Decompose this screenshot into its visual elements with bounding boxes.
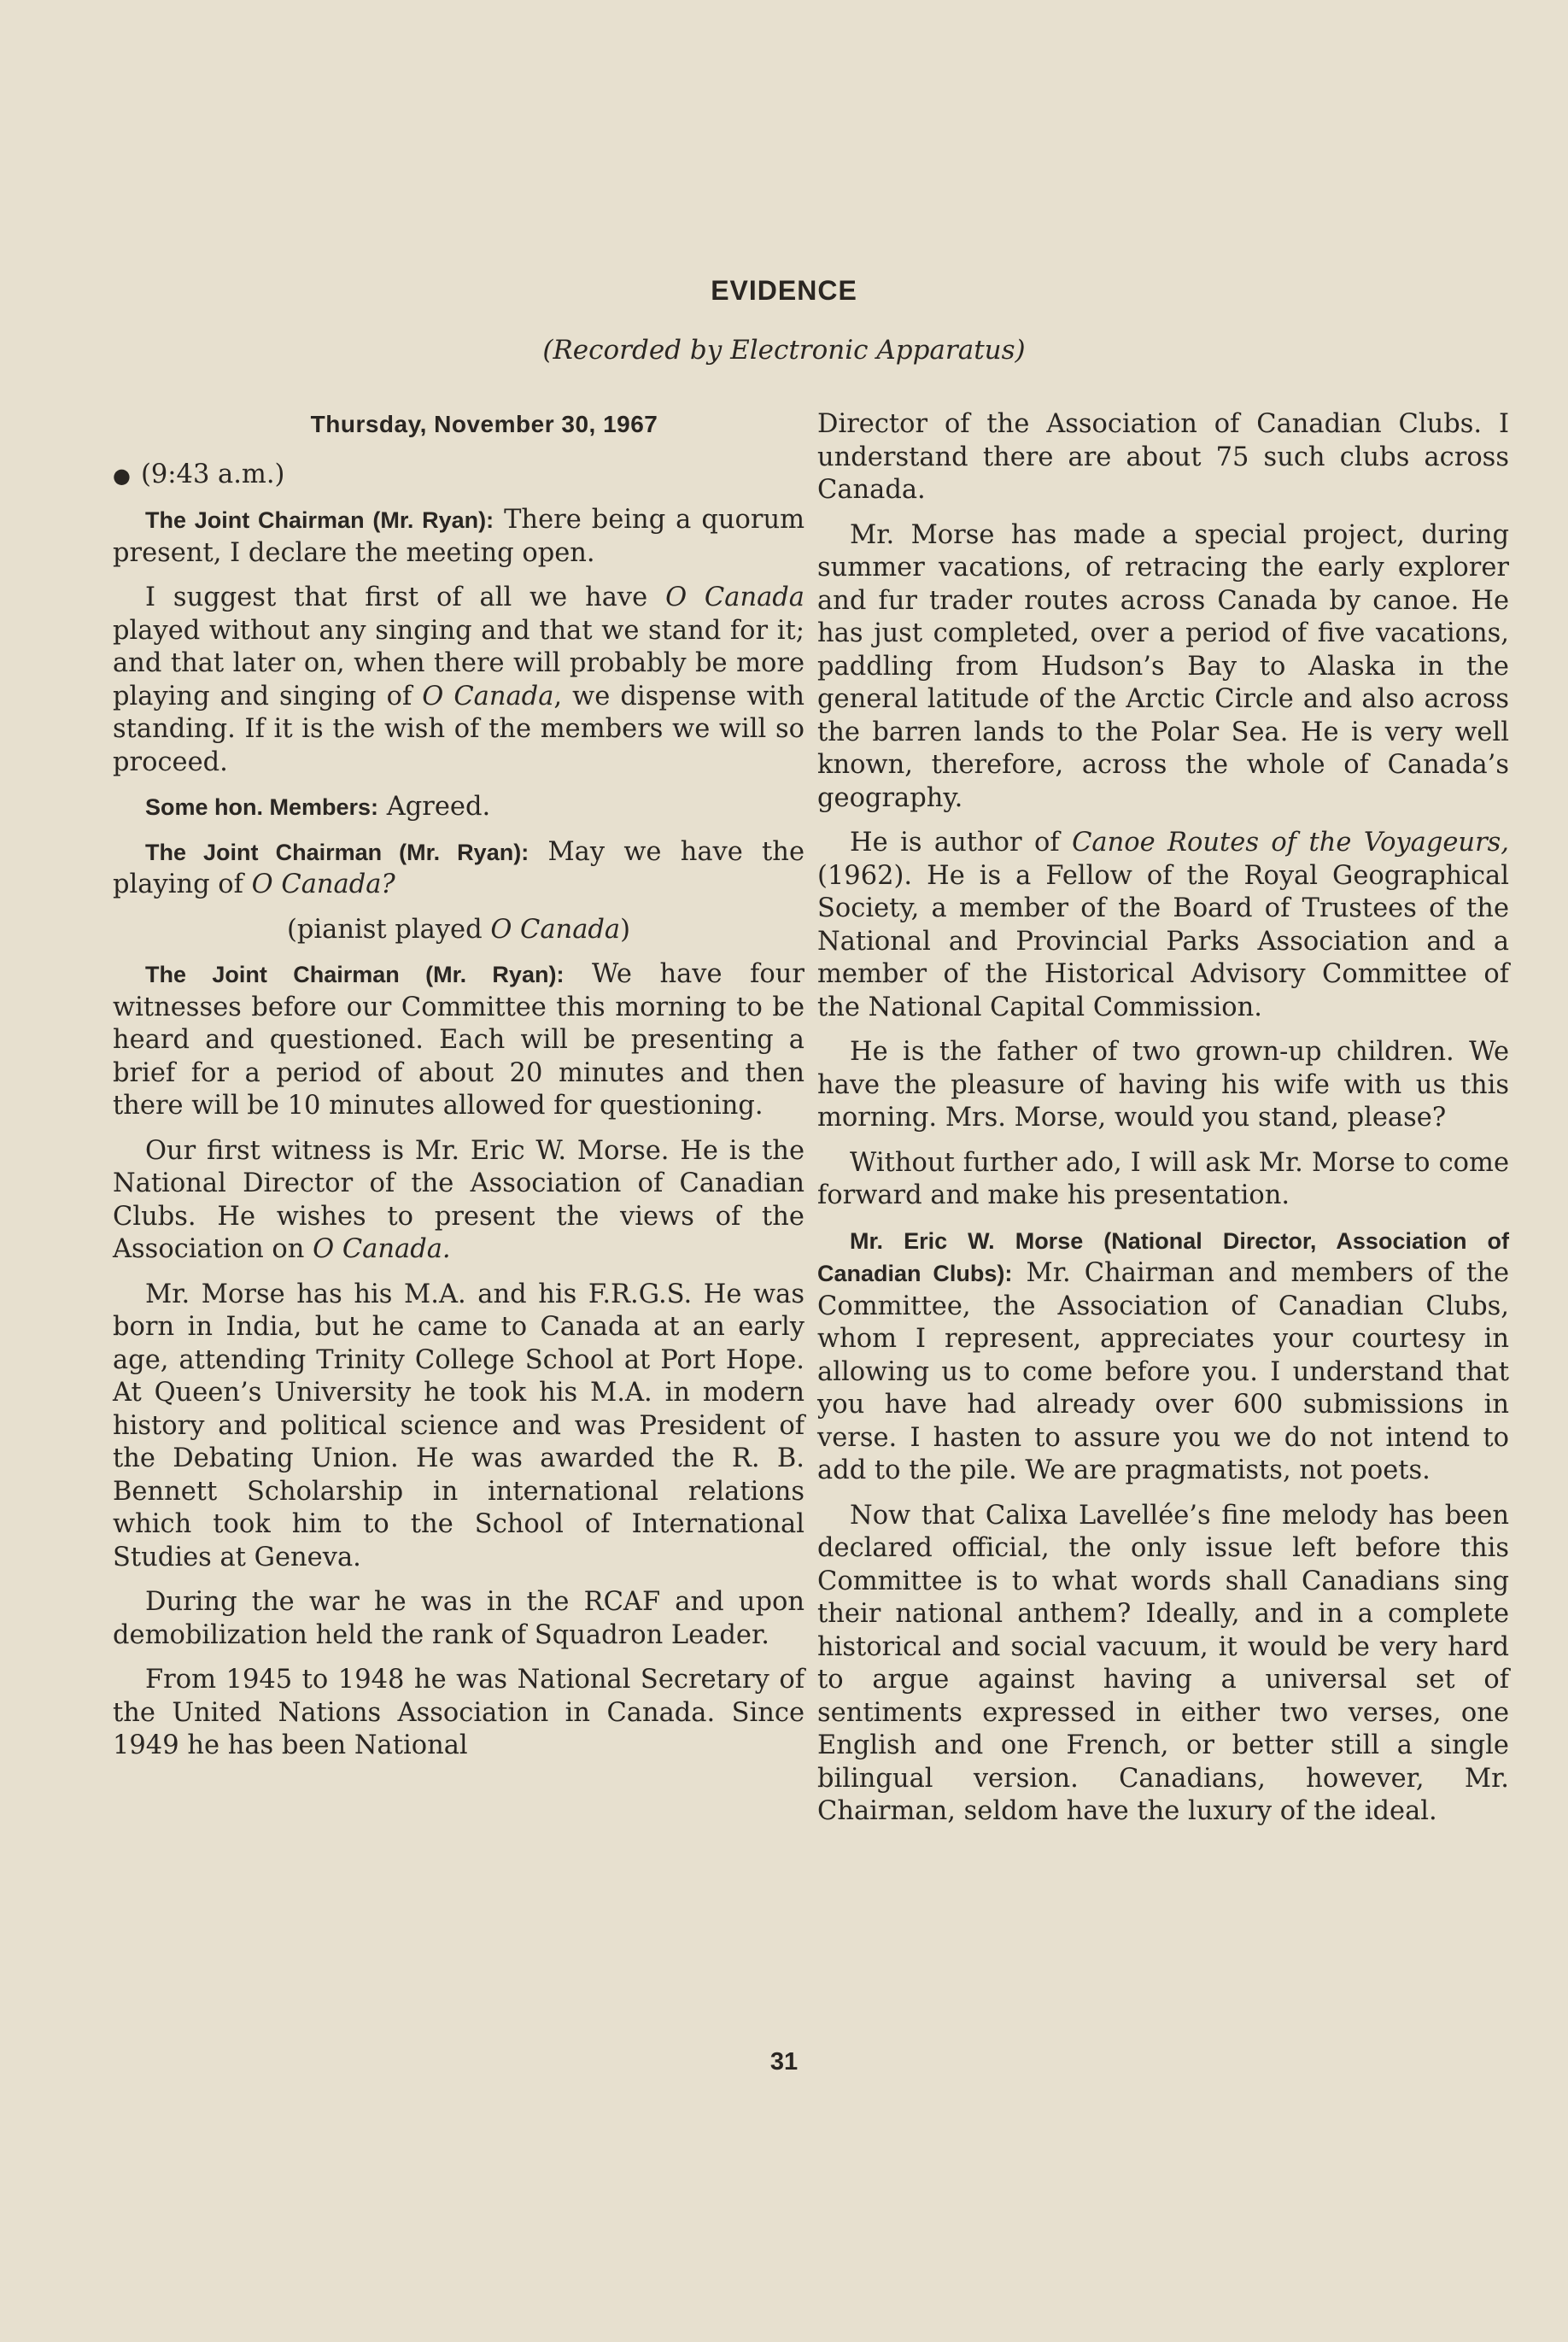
paragraph: Director of the Association of Canadian Clubs. I understand there are about 75 such clubs across Canada.	[817, 409, 1509, 505]
speaker-label: Some hon. Members:	[145, 794, 379, 820]
paragraph-text: There being a quorum present, I declare the meeting open.	[113, 505, 805, 568]
time-text: (9:43 a.m.)	[140, 459, 285, 489]
paragraph	[113, 582, 804, 779]
section-subheading	[0, 335, 1568, 366]
paragraph-text: )	[620, 914, 630, 945]
speaker-label: The Joint Chairman (Mr. Ryan):	[145, 507, 494, 533]
paragraph-text: May we have the playing of	[113, 836, 804, 899]
subheading-text: (Recorded by Electronic Apparatus)	[542, 335, 1026, 366]
section-heading: EVIDENCE	[711, 275, 857, 306]
right-column	[817, 408, 1509, 1841]
left-column	[113, 408, 804, 1775]
sitting-time	[113, 459, 804, 493]
paragraph-text: , we dispense with standing. If it is the wish of the members we will so proceed.	[113, 681, 804, 777]
italic-title: O Canada?	[251, 869, 395, 899]
paragraph-text: Agreed.	[386, 792, 491, 822]
sitting-date: Thursday, November 30, 1967	[310, 411, 658, 437]
paragraph-text: Mr. Chairman and members of the Committee, the Association of Canadian Clubs, whom I represent, appreciates your courtesy in allowing us to come before you. I understand that you have had already over 600 submissions in verse. I hasten to assure you we do not intend to add to the pile. We are pragmatists, not poets.	[817, 1258, 1509, 1485]
paragraph: Without further ado, I will ask Mr. Morse to come forward and make his presentation.	[817, 1147, 1509, 1210]
paragraph-text: (pianist played	[287, 914, 491, 945]
speaker-label: The Joint Chairman (Mr. Ryan):	[145, 962, 565, 987]
page-number: 31	[769, 2048, 799, 2076]
speaker-label: Mr. Eric W. Morse (National Director, Association of Canadian Clubs):	[817, 1227, 1509, 1286]
paragraph	[817, 1225, 1509, 1488]
paragraph	[113, 504, 804, 570]
paragraph-text: Our first witness is Mr. Eric W. Morse. He is the National Director of the Association of Canadian Clubs. He wishes to present the views of the Association on	[113, 1135, 804, 1264]
paragraph: Now that Calixa Lavellée’s fine melody has been declared official, the only issue left before this Committee is to what words shall Canadians sing their national anthem? Ideally, and in a complete historical and social vacuum, it would be very hard to argue against having a universal set of sentiments expressed in either two verses, one English and one French, or better still a single bilingual version. Canadians, however, Mr. Chairman, seldom have the luxury of the ideal.	[817, 1500, 1509, 1826]
italic-title: O Canada	[422, 681, 554, 711]
paragraph	[817, 827, 1509, 1024]
italic-title: Canoe Routes of the Voyageurs,	[1072, 828, 1509, 858]
paragraph: From 1945 to 1948 he was National Secretary of the United Nations Association in Canada. Since 1949 he has been National	[113, 1665, 804, 1760]
italic-title: O Canada	[490, 914, 621, 945]
italic-title: O Canada	[665, 583, 804, 612]
paragraph	[113, 791, 804, 824]
paragraph-text: He is author of	[850, 828, 1073, 858]
paragraph: Mr. Morse has his M.A. and his F.R.G.S. He was born in India, but he came to Canada at an early age, attending Trinity College School at Port Hope. At Queen’s University he took his M.A. in modern history and political science and was President of the Debating Union. He was awarded the R. B. Bennett Scholarship in international relations which took him to the School of International Studies at Geneva.	[113, 1279, 804, 1572]
paragraph-text: (1962). He is a Fellow of the Royal Geographical Society, a member of the Board of Trustees of the National and Provincial Parks Association and a member of the Historical Advisory Committee of the National Capital Commission.	[817, 860, 1509, 1022]
paragraph	[113, 958, 804, 1123]
italic-title: O Canada.	[313, 1234, 451, 1264]
paragraph	[113, 836, 804, 902]
paragraph	[113, 1135, 804, 1267]
paragraph-text: played without any singing and that we stand for it; and that later on, when there will probably be more playing and singing of	[113, 615, 804, 711]
paragraph: He is the father of two grown-up children. We have the pleasure of having his wife with us this morning. Mrs. Morse, would you stand, please?	[817, 1037, 1509, 1133]
paragraph-text: I suggest that first of all we have	[145, 583, 666, 612]
paragraph: During the war he was in the RCAF and upon demobilization held the rank of Squadron Leader.	[113, 1587, 804, 1650]
paragraph: Mr. Morse has made a special project, during summer vacations, of retracing the early explorer and fur trader routes across Canada by canoe. He has just completed, over a period of five vacations, paddling from Hudson’s Bay to Alaska in the general latitude of the Arctic Circle and also across the barren lands to the Polar Sea. He is very well known, therefore, across the whole of Canada’s geography.	[817, 519, 1509, 813]
paragraph-text: We have four witnesses before our Committee this morning to be heard and questioned. Each will be presenting a brief for a period of about 20 minutes and then there will be 10 minutes allowed for questioning.	[113, 959, 804, 1121]
bullet-icon: ●	[113, 463, 131, 488]
stage-direction	[113, 914, 804, 947]
speaker-label: The Joint Chairman (Mr. Ryan):	[145, 839, 529, 865]
